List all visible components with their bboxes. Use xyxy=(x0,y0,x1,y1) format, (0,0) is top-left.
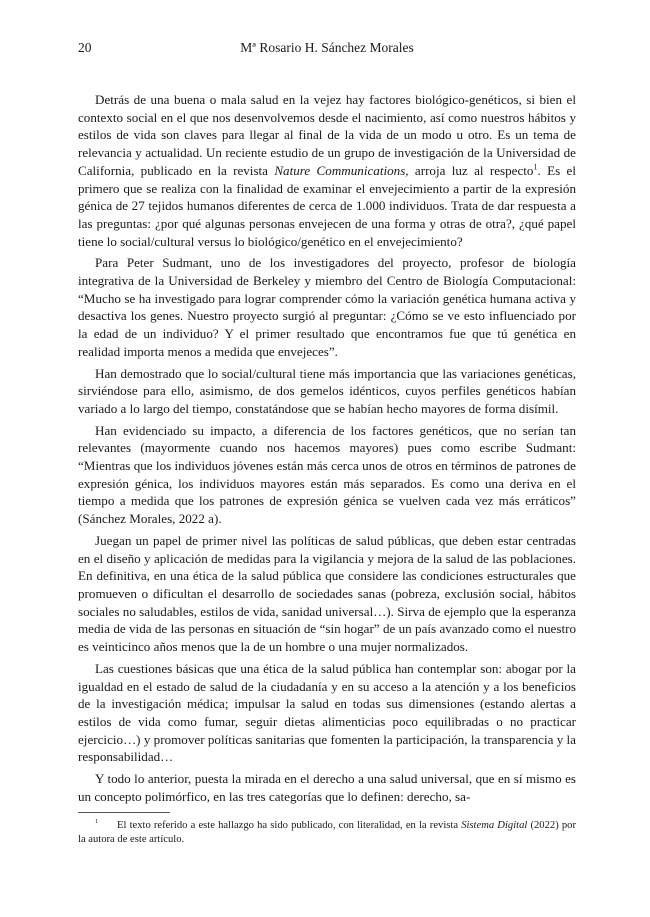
paragraph-6: Las cuestiones básicas que una ética de la salud pública han contemplar son: abogar por la igualdad en el estado de salud de la ciudadanía y en su acceso a la atención y a los beneficios de la investigación médica; impulsar la salud en todas sus dimensiones (estando alertas a estilos de vida como fumar, seguir dietas alimenticias poco equilibradas o no practicar ejercicio…) y promover políticas sanitarias que fomenten la participación, la transparencia y la responsabilidad… xyxy=(78,660,576,765)
journal-title-nature-communications: Nature Communications xyxy=(274,162,406,178)
paragraph-1-text-c: . Es el primero que se realiza con la finalidad de examinar el envejecimiento a partir de la expresión génica de 27 tejidos humanos diferentes de cerca de 1.000 individuos. Trata de dar respuesta a las preguntas: ¿por qué algunas personas envejecen de una forma y otras de otra?, ¿qué papel tiene lo social/cultural versus lo biológico/genético en el envejecimiento? xyxy=(78,162,576,249)
running-head-author: Mª Rosario H. Sánchez Morales xyxy=(240,40,414,55)
page-header xyxy=(78,40,576,60)
footnote-text-a: El texto referido a este hallazgo ha sido publicado, con literalidad, en la revista xyxy=(117,820,462,831)
paragraph-3: Han demostrado que lo social/cultural tiene más importancia que las variaciones genéticas, sirviéndose para ello, asimismo, de dos gemelos idénticos, cuyos perfiles genéticos habían variado a lo largo del tiempo, constatándose que se habían hecho mayores de forma disímil. xyxy=(78,365,576,416)
footnote-divider xyxy=(78,812,170,813)
journal-title-sistema-digital: Sistema Digital xyxy=(461,820,528,831)
paragraph-1 xyxy=(78,91,576,250)
paragraph-2: Para Peter Sudmant, uno de los investigadores del proyecto, profesor de biología integrativa de la Universidad de Berkeley y miembro del Centro de Biología Computacional: “Mucho se ha investigado para lograr comprender cómo la variación genética humana activa y desactiva los genes. Nuestro proyecto surgió al preguntar: ¿Cómo se ve esto influenciado por la edad de un individuo? Y el primer resultado que encontramos fue que tú genética en realidad importa menos a medida que envejeces”. xyxy=(78,255,576,359)
body-text xyxy=(78,91,576,809)
footnote-1: $^1$ El texto referido a este hallazgo ha sido publicado, con literalidad, en la revista Sistema Digital (2022) por la autora de este artículo. xyxy=(78,818,577,845)
page-number: 20 xyxy=(78,40,92,55)
footnote-reference[interactable]: 1 xyxy=(533,162,538,172)
paragraph-1-text-b: , arroja luz al respecto xyxy=(405,162,534,178)
paragraph-1-text-a: Detrás de una buena o mala salud en la vejez hay factores biológico-genéticos, si bien el contexto social en el que nos desenvolvemos desde el nacimiento, así como nuestros hábitos y estilos de vida son claves para llegar al final de la vida de un modo u otro. Es un tema de relevancia y actualidad. Un reciente estudio de un grupo de investigación de la Universidad de California, publicado en la revista xyxy=(78,92,576,178)
paragraph-4: Han evidenciado su impacto, a diferencia de los factores genéticos, que no serían tan relevantes (mayormente cuando nos hacemos mayores) pues como escribe Sudmant: “Mientras que los individuos jóvenes están más cerca unos de otros en términos de patrones de expresión génica, los individuos mayores están más separados. Es como una deriva en el tiempo a medida que los patrones de expresión génica se vuelven cada vez más erráticos” (Sánchez Morales, 2022 a). xyxy=(78,422,576,527)
paragraph-7: Y todo lo anterior, puesta la mirada en el derecho a una salud universal, que en sí mismo es un concepto polimórfico, en las tres categorías que lo definen: derecho, sa- xyxy=(78,771,576,804)
paragraph-5: Juegan un papel de primer nivel las políticas de salud públicas, que deben estar centradas en el diseño y aplicación de medidas para la vigilancia y mejora de la salud de las poblaciones. En definitiva, en una ética de la salud pública que considere las condiciones estructurales que promueven o dificultan el desarrollo de sociedades sanas (pobreza, exclusión social, hábitos sociales no saludables, estilos de vida, sanidad universal…). Sirva de ejemplo que la esperanza media de vida de las personas en situación de “sin hogar” de un país avanzado como el nuestro es veinticinco años menos que la de un hombre o una mujer normalizados. xyxy=(78,532,576,655)
footnote-text-b: (2022) por la autora de este artículo. xyxy=(78,820,577,845)
